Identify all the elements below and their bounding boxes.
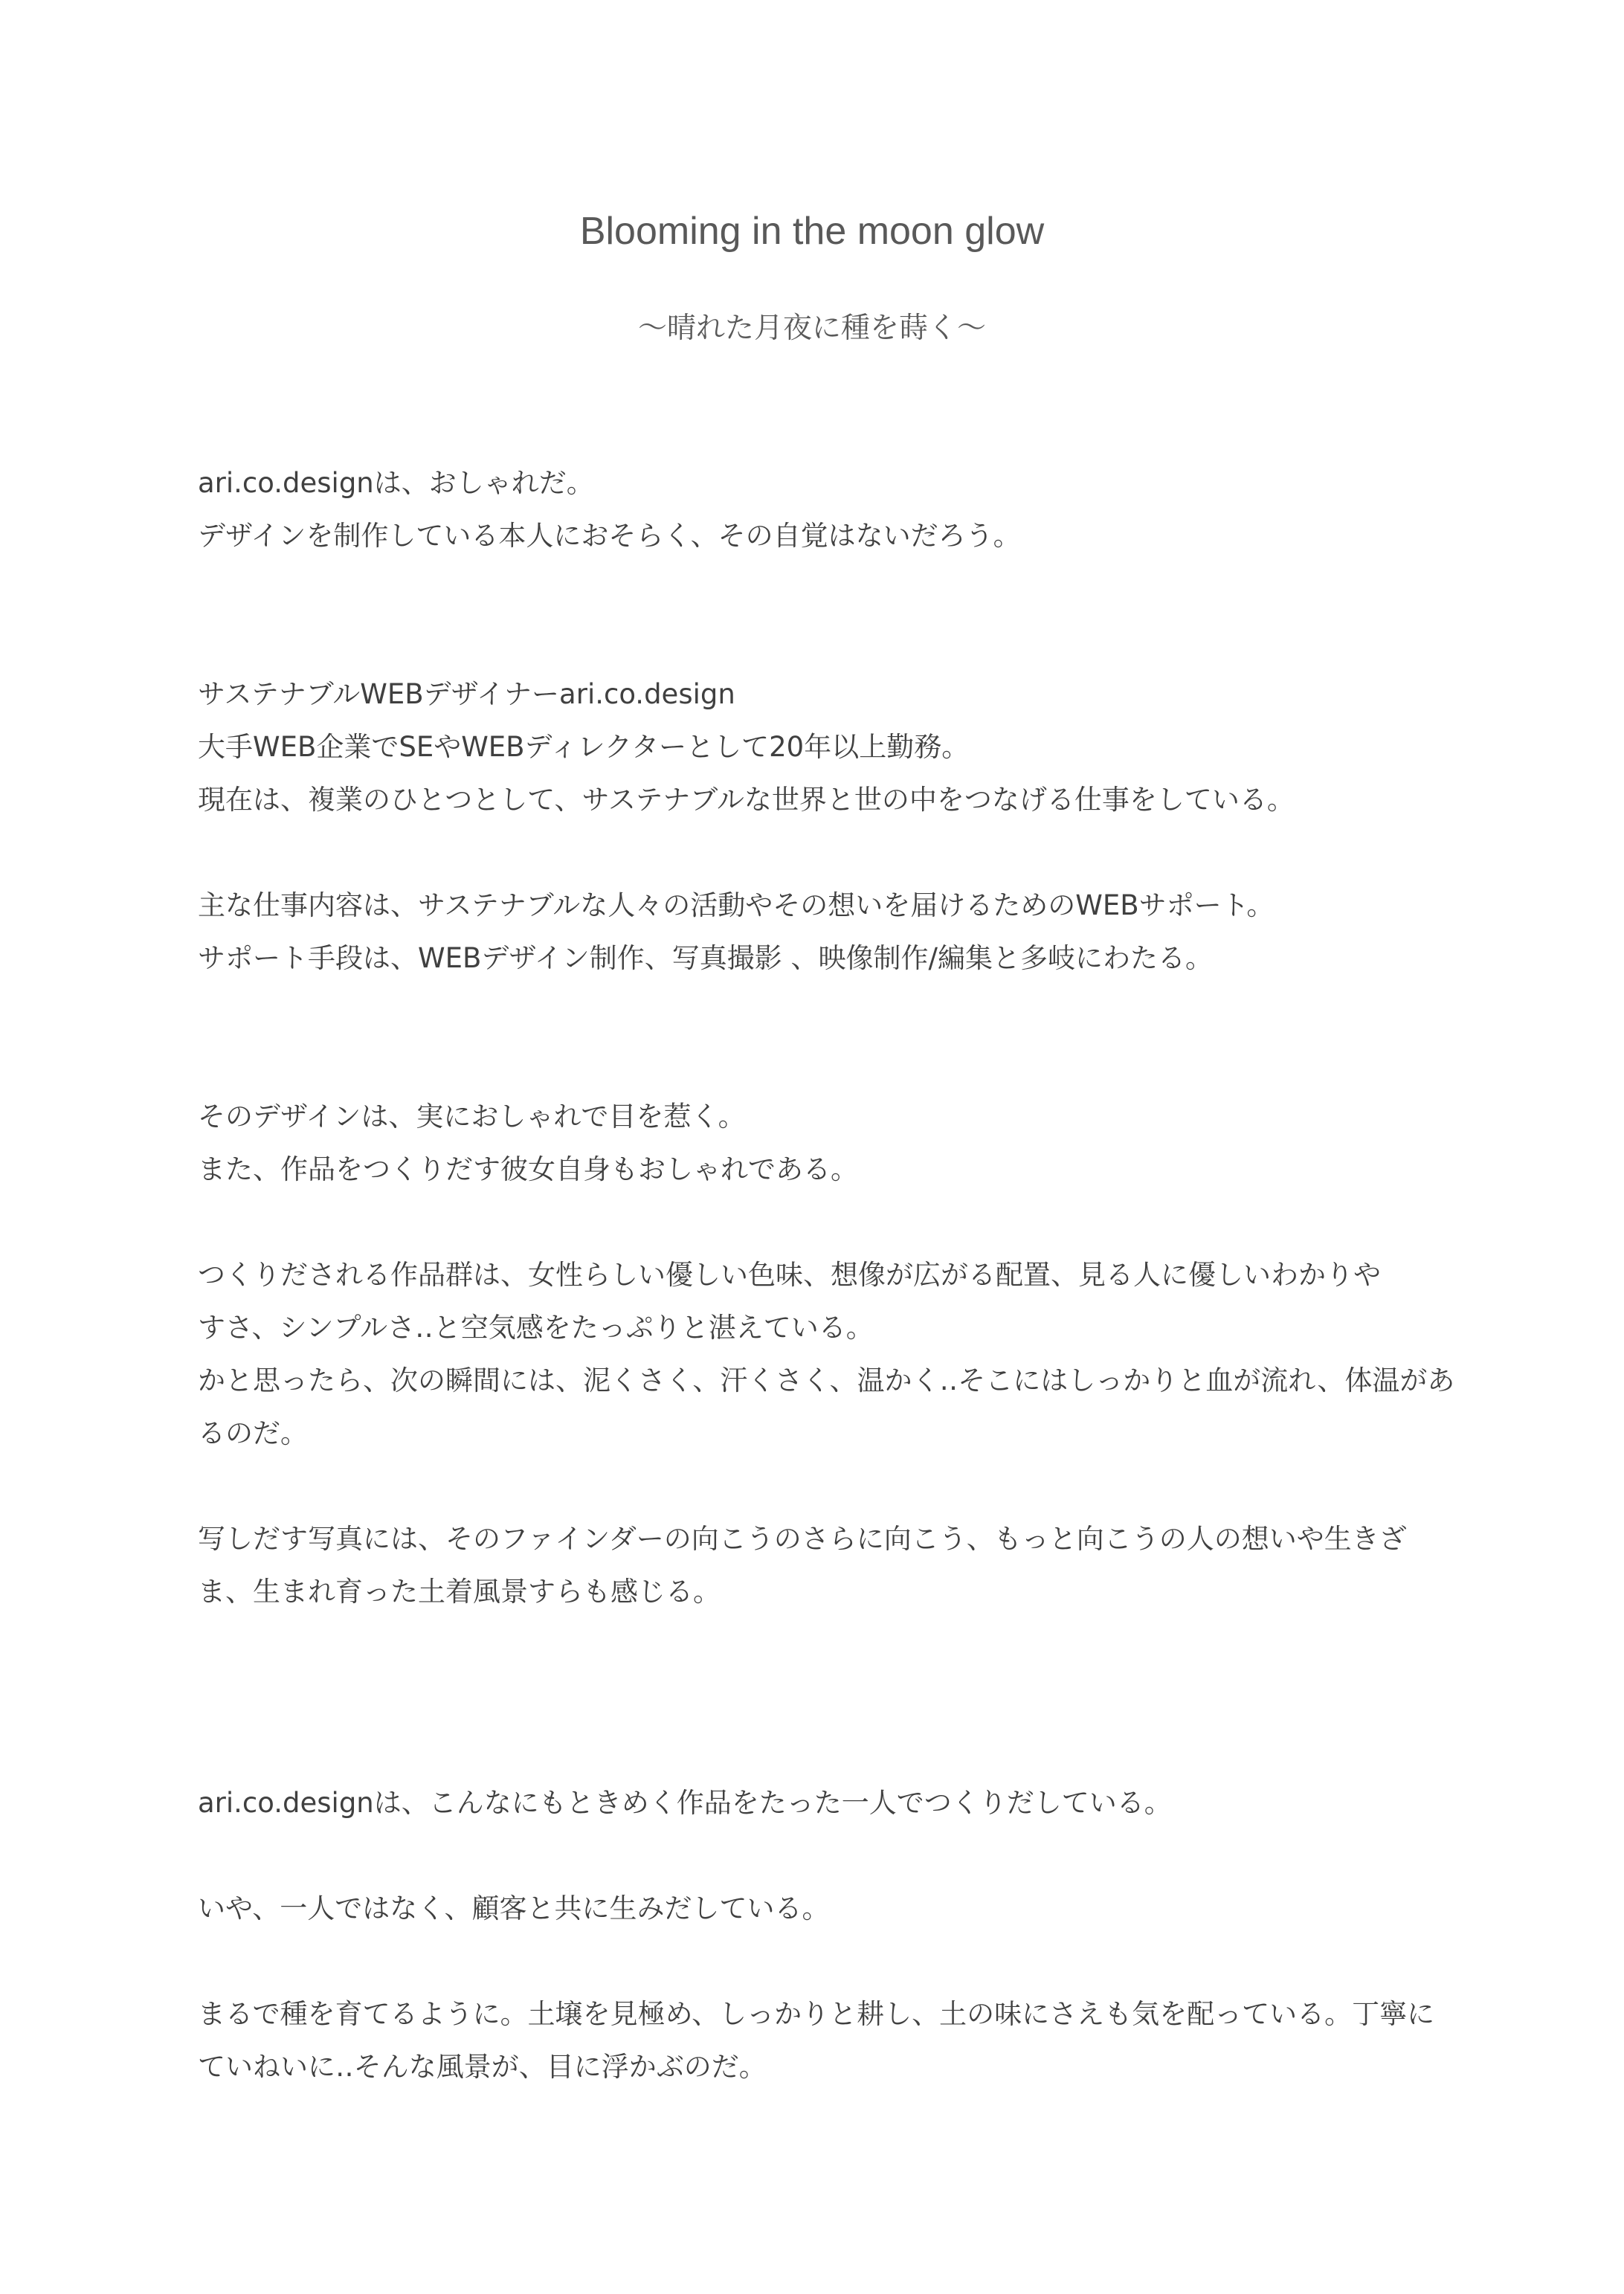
body-line: かと思ったら、次の瞬間には、泥くさく、汗くさく、温かく‥そこにはしっかりと血が流れ、体温があ [198, 1365, 1455, 1396]
blank-line [198, 615, 1435, 668]
blank-line [198, 1618, 1435, 1671]
body-line: そのデザインは、実におしゃれで目を惹く。 [198, 1101, 746, 1132]
body-line: ari.co.designは、こんなにもときめく作品をたった一人でつくりだしている。 [198, 1787, 1172, 1819]
body-line: すさ、シンプルさ‥と空気感をたっぷりと湛えている。 [198, 1312, 874, 1344]
body-line: ていねいに‥そんな風景が、目に浮かぶのだ。 [198, 2051, 767, 2083]
blank-line [198, 1037, 1435, 1090]
document-body [198, 457, 1455, 2093]
body-line: デザインを制作している本人におそらく、その自覚はないだろう。 [198, 520, 1021, 552]
body-line: サステナブルWEBデザイナーari.co.design [198, 678, 735, 710]
page-subtitle: 〜晴れた月夜に種を蒔く〜 [637, 312, 986, 345]
blank-line [198, 1935, 1435, 1988]
body-line: 写しだす写真には、そのファインダーの向こうのさらに向こう、もっと向こうの人の想いや生きざ [198, 1523, 1407, 1555]
body-line: ま、生まれ育った土着風景すらも感じる。 [198, 1576, 721, 1608]
body-line: ari.co.designは、おしゃれだ。 [198, 467, 594, 499]
blank-line [198, 1829, 1435, 1882]
blank-line [198, 826, 1435, 879]
blank-line [198, 562, 1435, 615]
body-line: また、作品をつくりだす彼女自身もおしゃれである。 [198, 1153, 858, 1185]
blank-line [198, 1724, 1435, 1776]
body-line: 現在は、複業のひとつとして、サステナブルな世界と世の中をつなげる仕事をしている。 [198, 784, 1295, 816]
blank-line [198, 1460, 1435, 1512]
body-line: まるで種を育てるように。土壌を見極め、しっかりと耕し、土の味にさえも気を配っている。丁寧に [198, 1998, 1435, 2030]
blank-line [198, 1196, 1435, 1249]
blank-line [198, 1671, 1435, 1724]
page-title: Blooming in the moon glow [579, 210, 1045, 253]
body-line: つくりだされる作品群は、女性らしい優しい色味、想像が広がる配置、見る人に優しいわかりや [198, 1259, 1381, 1291]
body-line: 大手WEB企業でSEやWEBディレクターとして20年以上勤務。 [198, 731, 970, 763]
body-line: るのだ。 [198, 1417, 308, 1449]
body-line: サポート手段は、WEBデザイン制作、写真撮影 、映像制作/編集と多岐にわたる。 [198, 942, 1213, 974]
body-line: 主な仕事内容は、サステナブルな人々の活動やその想いを届けるためのWEBサポート。 [198, 889, 1275, 921]
blank-line [198, 985, 1435, 1037]
body-line: いや、一人ではなく、顧客と共に生みだしている。 [198, 1892, 830, 1924]
